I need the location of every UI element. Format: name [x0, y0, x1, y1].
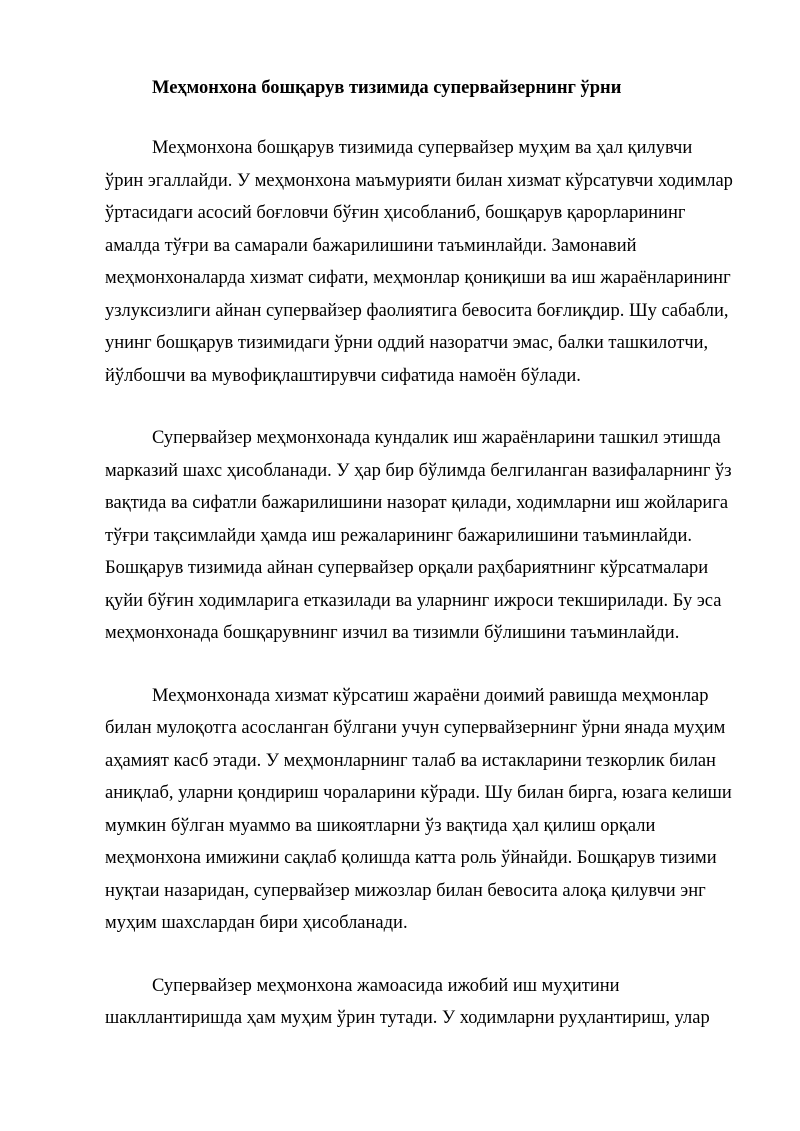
document-body: [105, 78, 735, 1065]
paragraph: Меҳмонхонада хизмат кўрсатиш жараёни доимий равишда меҳмонлар билан мулоқотга асосланган бўлгани учун супервайзернинг ўрни янада муҳим аҳамият касб этади. У меҳмонларнинг талаб ва истакларини тезкорлик билан аниқлаб, уларни қондириш чораларини кўради. Шу билан бирга, юзага келиши мумкин бўлган муаммо ва шикоятларни ўз вақтида ҳал қилиш орқали меҳмонхона имижини сақлаб қолишда катта роль ўйнайди. Бошқарув тизими нуқтаи назаридан, супервайзер мижозлар билан бевосита алоқа қилувчи энг муҳим шахслардан бири ҳисобланади.: [105, 685, 732, 933]
paragraph: Супервайзер меҳмонхонада кундалик иш жараёнларини ташкил этишда марказий шахс ҳисобланади. У ҳар бир бўлимда белгиланган вазифаларнинг ўз вақтида ва сифатли бажарилишини назорат қилади, ходимларни иш жойларига тўғри тақсимлайди ҳамда иш режаларининг бажарилишини таъминлайди. Бошқарув тизимида айнан супервайзер орқали раҳбариятнинг кўрсатмалари қуйи бўғин ходимларига етказилади ва уларнинг ижроси текширилади. Бу эса меҳмонхонада бошқарувнинг изчил ва тизимли бўлишини таъминлайди.: [105, 428, 732, 643]
paragraph: Меҳмонхона бошқарув тизимида супервайзер муҳим ва ҳал қилувчи ўрин эгаллайди. У меҳмонхона маъмурияти билан хизмат кўрсатувчи ходимлар ўртасидаги асосий боғловчи бўғин ҳисобланиб, бошқарув қарорларининг амалда тўғри ва самарали бажарилишини таъминлайди. Замонавий меҳмонхоналарда хизмат сифати, меҳмонлар қониқиши ва иш жараёнларининг узлуксизлиги айнан супервайзер фаолиятига бевосита боғлиқдир. Шу сабабли, унинг бошқарув тизимидаги ўрни оддий назоратчи эмас, балки ташкилотчи, йўлбошчи ва мувофиқлаштирувчи сифатида намоён бўлади.: [105, 138, 733, 386]
document-title: Меҳмонхона бошқарув тизимида супервайзернинг ўрни: [152, 78, 622, 98]
paragraph: Супервайзер меҳмонхона жамоасида ижобий иш муҳитини шакллантиришда ҳам муҳим ўрин тутади. У ходимларни руҳлантириш, улар: [105, 975, 710, 1028]
